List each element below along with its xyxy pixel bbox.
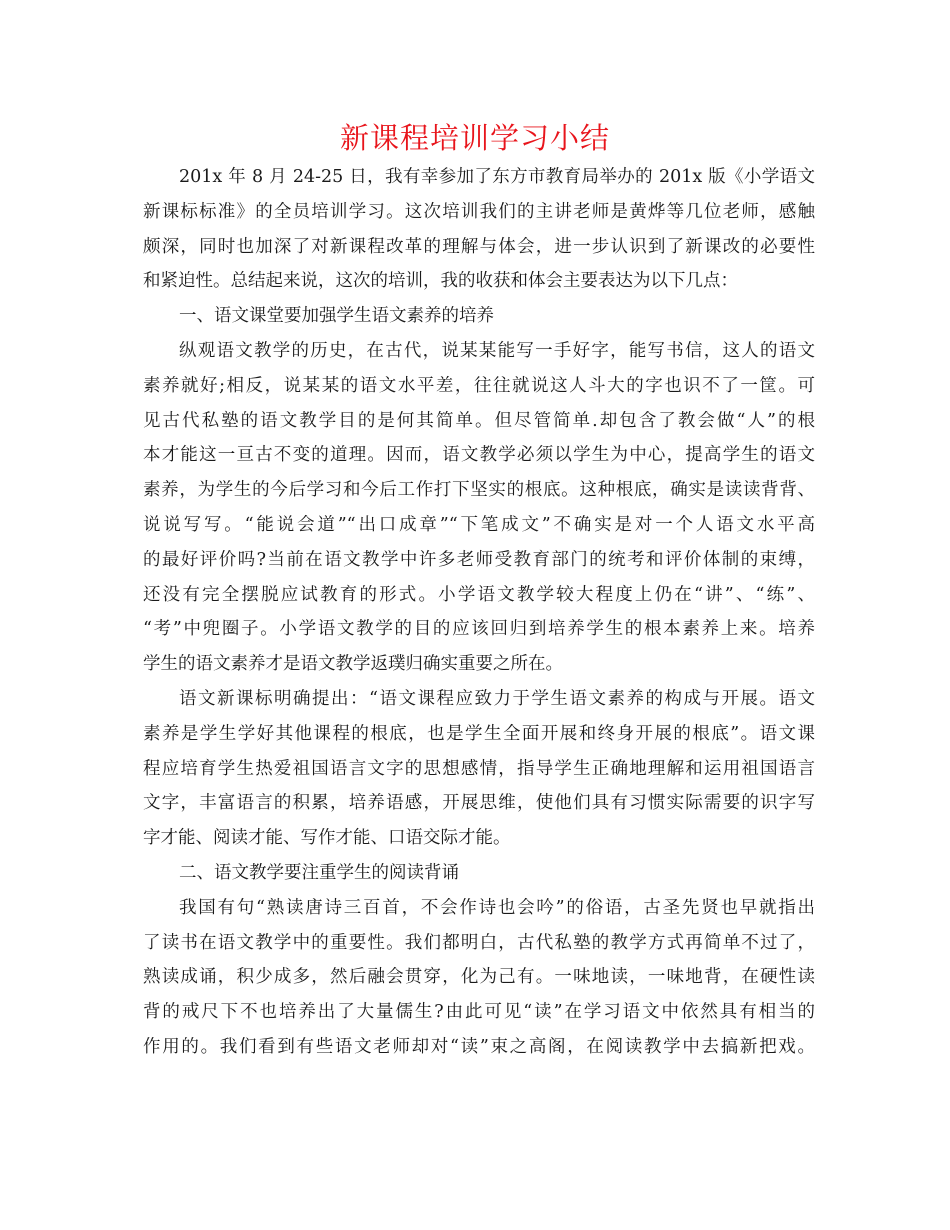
text-line: 学生的语文素养才是语文教学返璞归确实重要之所在。 bbox=[143, 654, 563, 675]
text-line: 素养就好;相反，说某某的语文水平差，往往就说这人斗大的字也识不了一筐。可 bbox=[143, 375, 815, 396]
text-line: 和紧迫性。总结起来说，这次的培训，我的收获和体会主要表达为以下几点： bbox=[143, 271, 738, 292]
text-line: 本才能这一亘古不变的道理。因而，语文教学必须以学生为中心，提高学生的语文 bbox=[143, 445, 815, 466]
text-line: 素养，为学生的今后学习和今后工作打下坚实的根底。这种根底，确实是读读背背、 bbox=[143, 480, 815, 501]
text-line: 背的戒尺下不也培养出了大量儒生?由此可见“读”在学习语文中依然具有相当的 bbox=[143, 1002, 815, 1023]
text-line: 文字，丰富语言的积累，培养语感，开展思维，使他们具有习惯实际需要的识字写 bbox=[143, 793, 815, 814]
text-line: 语文新课标明确提出：“语文课程应致力于学生语文素养的构成与开展。语文 bbox=[179, 688, 815, 709]
text-line: 还没有完全摆脱应试教育的形式。小学语文教学较大程度上仍在“讲”、“练”、 bbox=[143, 584, 815, 605]
text-line: 程应培育学生热爱祖国语言文字的思想感情，指导学生正确地理解和运用祖国语言 bbox=[143, 758, 815, 779]
text-line: 字才能、阅读才能、写作才能、口语交际才能。 bbox=[143, 828, 511, 849]
text-line: 的最好评价吗?当前在语文教学中许多老师受教育部门的统考和评价体制的束缚， bbox=[143, 549, 815, 570]
text-line: 熟读成诵，积少成多，然后融会贯穿，化为己有。一味地读，一味地背，在硬性读 bbox=[143, 967, 815, 988]
text-line: 了读书在语文教学中的重要性。我们都明白，古代私塾的教学方式再简单不过了， bbox=[143, 932, 815, 953]
text-line: 新课标标准》的全员培训学习。这次培训我们的主讲老师是黄烨等几位老师，感触 bbox=[143, 201, 815, 222]
text-line: 素养是学生学好其他课程的根底，也是学生全面开展和终身开展的根底”。语文课 bbox=[143, 723, 815, 744]
text-line: 我国有句“熟读唐诗三百首，不会作诗也会吟”的俗语，古圣先贤也早就指出 bbox=[179, 897, 815, 918]
text-line: 201x 年 8 月 24-25 日，我有幸参加了东方市教育局举办的 201x 版《小学语文 bbox=[179, 167, 815, 187]
text-line: 纵观语文教学的历史，在古代，说某某能写一手好字，能写书信，这人的语文 bbox=[179, 340, 815, 361]
text-line: 作用的。我们看到有些语文老师却对“读”束之高阁，在阅读教学中去搞新把戏。 bbox=[143, 1036, 815, 1057]
text-line: 二、语文教学要注重学生的阅读背诵 bbox=[179, 862, 459, 883]
document-body bbox=[143, 160, 815, 1065]
text-line: 说说写写。“能说会道”“出口成章”“下笔成文”不确实是对一个人语文水平高 bbox=[143, 514, 815, 535]
text-line: “考”中兜圈子。小学语文教学的目的应该回归到培养学生的根本素养上来。培养 bbox=[143, 619, 815, 640]
text-line: 一、语文课堂要加强学生语文素养的培养 bbox=[179, 306, 494, 327]
text-line: 见古代私塾的语文教学目的是何其简单。但尽管简单.却包含了教会做“人”的根 bbox=[143, 410, 815, 431]
text-line: 颇深，同时也加深了对新课程改革的理解与体会，进一步认识到了新课改的必要性 bbox=[143, 236, 815, 257]
document-title: 新课程培训学习小结 bbox=[339, 121, 610, 155]
